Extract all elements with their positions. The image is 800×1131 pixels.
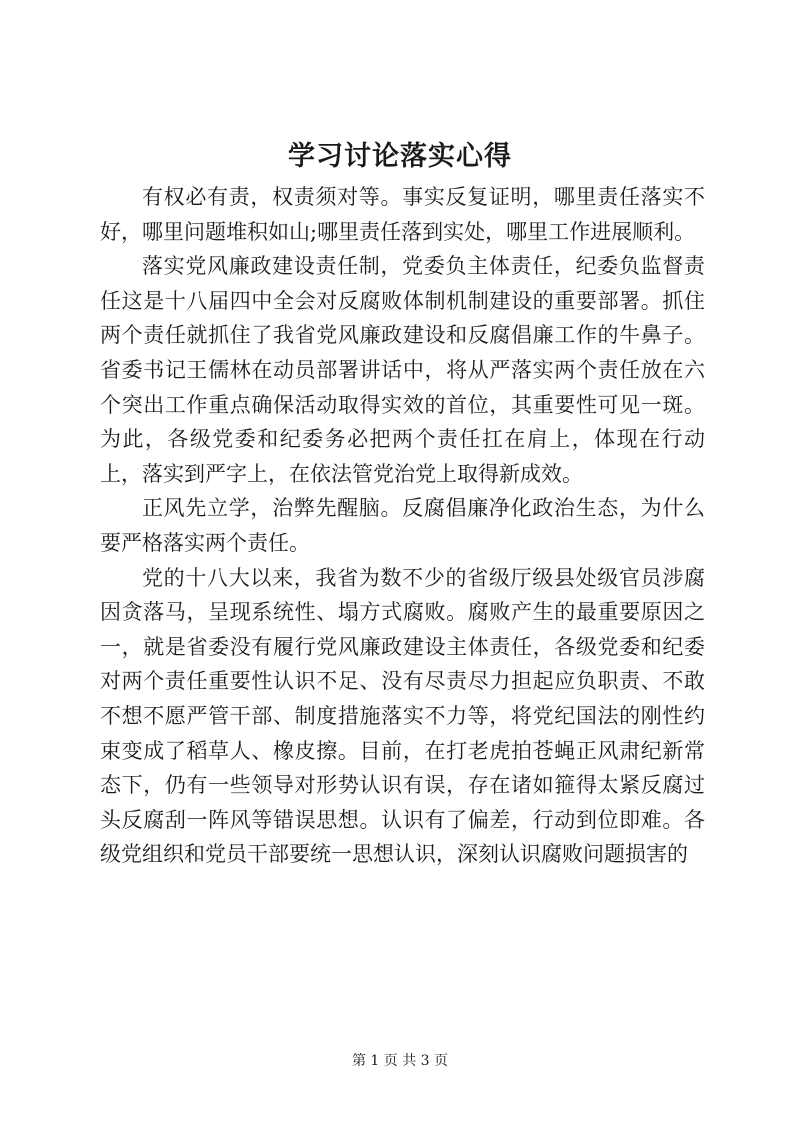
document-body: [100, 180, 705, 872]
paragraph-1: 有权必有责，权责须对等。事实反复证明，哪里责任落实不好，哪里问题堆积如山;哪里责任落到实处，哪里工作进展顺利。: [100, 185, 705, 244]
paragraph-3: 正风先立学，治弊先醒脑。反腐倡廉净化政治生态，为什么要严格落实两个责任。: [100, 496, 705, 555]
paragraph-2: 落实党风廉政建设责任制，党委负主体责任，纪委负监督责任这是十八届四中全会对反腐败体制机制建设的重要部署。抓住两个责任就抓住了我省党风廉政建设和反腐倡廉工作的牛鼻子。省委书记王儒林在动员部署讲话中，将从严落实两个责任放在六个突出工作重点确保活动取得实效的首位，其重要性可见一斑。为此，各级党委和纪委务必把两个责任扛在肩上，体现在行动上，落实到严字上，在依法管党治党上取得新成效。: [100, 254, 705, 486]
page-footer: 第 1 页 共 3 页: [351, 1053, 449, 1069]
document-title: 学习讨论落实心得: [288, 141, 512, 172]
paragraph-4: 党的十八大以来，我省为数不少的省级厅级县处级官员涉腐因贪落马，呈现系统性、塌方式腐败。腐败产生的最重要原因之一，就是省委没有履行党风廉政建设主体责任，各级党委和纪委对两个责任重要性认识不足、没有尽责尽力担起应负职责、不敢不想不愿严管干部、制度措施落实不力等，将党纪国法的刚性约束变成了稻草人、橡皮擦。目前，在打老虎拍苍蝇正风肃纪新常态下，仍有一些领导对形势认识有误，存在诸如箍得太紧反腐过头反腐刮一阵风等错误思想。认识有了偏差，行动到位即难。各级党组织和党员干部要统一思想认识，深刻认识腐败问题损害的: [100, 565, 705, 867]
